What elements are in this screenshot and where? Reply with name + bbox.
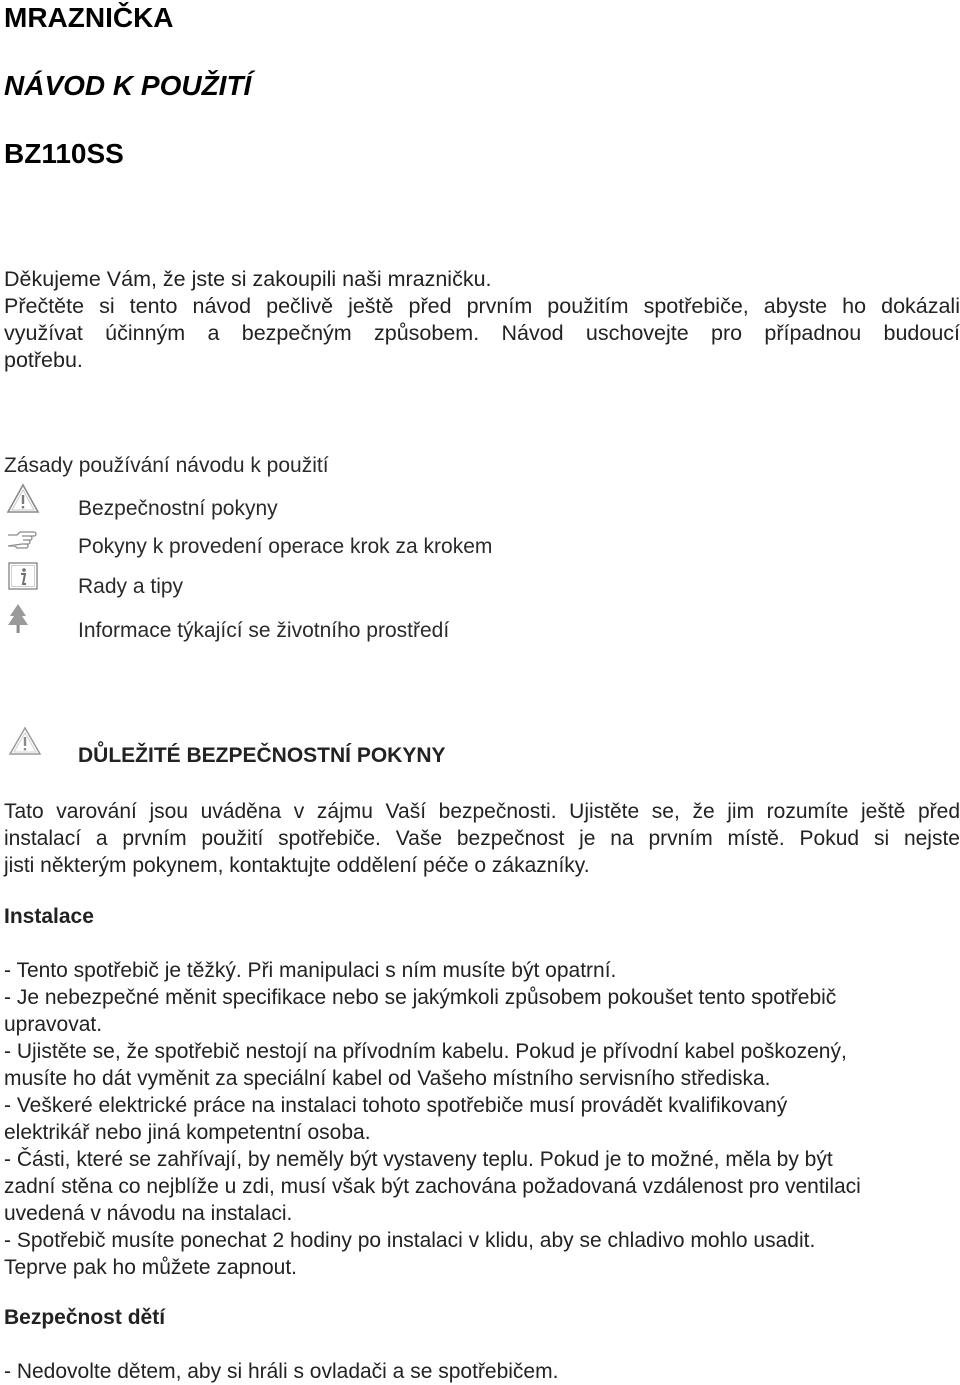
intro-paragraph: [4, 266, 960, 374]
installation-line: upravovat.: [4, 1013, 103, 1036]
installation-line: - Části, které se zahřívají, by neměly být vystaveny teplu. Pokud je to možné, měla by být: [4, 1148, 833, 1171]
installation-line: elektrikář nebo jiná kompetentní osoba.: [4, 1121, 371, 1144]
pointing-hand-icon: [6, 524, 40, 558]
child-safety-heading: Bezpečnost dětí: [4, 1306, 166, 1329]
tree-icon: [6, 602, 40, 636]
intro-line: využívat účinným a bezpečným způsobem. Návod uschovejte pro případnou budoucí: [4, 321, 960, 345]
installation-line: musíte ho dát vyměnit za speciální kabel od Vašeho místního servisního střediska.: [4, 1067, 771, 1090]
installation-line: - Tento spotřebič je těžký. Při manipulaci s ním musíte být opatrní.: [4, 959, 617, 982]
legend-title: Zásady používání návodu k použití: [4, 454, 329, 477]
child-safety-list: [4, 1358, 960, 1385]
legend-label: Bezpečnostní pokyny: [78, 497, 278, 520]
warning-triangle-icon: [8, 726, 42, 756]
intro-line: potřebu.: [4, 348, 83, 372]
safety-paragraph: [4, 798, 960, 879]
installation-line: uvedená v návodu na instalaci.: [4, 1202, 293, 1225]
safety-line: Tato varování jsou uváděna v zájmu Vaší bezpečnosti. Ujistěte se, že jim rozumíte ještě před: [4, 800, 960, 823]
installation-line: - Je nebezpečné měnit specifikace nebo se jakýmkoli způsobem pokoušet tento spotřebič: [4, 986, 837, 1009]
intro-line: Děkujeme Vám, že jste si zakoupili naši mrazničku.: [4, 267, 492, 291]
model-number: BZ110SS: [4, 138, 124, 169]
installation-line: - Veškeré elektrické práce na instalaci tohoto spotřebiče musí provádět kvalifikovaný: [4, 1094, 788, 1117]
safety-heading: DŮLEŽITÉ BEZPEČNOSTNÍ POKYNY: [78, 744, 446, 767]
document-title: MRAZNIČKA: [4, 2, 174, 33]
child-safety-line: - Nedovolte dětem, aby si hráli s ovladači a se spotřebičem.: [4, 1360, 559, 1383]
installation-line: - Ujistěte se, že spotřebič nestojí na přívodním kabelu. Pokud je přívodní kabel poškozený,: [4, 1040, 847, 1063]
legend-label: Pokyny k provedení operace krok za krokem: [78, 535, 493, 558]
installation-list: [4, 957, 960, 1281]
info-icon: [6, 560, 40, 594]
installation-line: Teprve pak ho můžete zapnout.: [4, 1256, 298, 1279]
intro-line: Přečtěte si tento návod pečlivě ještě před prvním použitím spotřebiče, abyste ho dokázali: [4, 294, 960, 318]
safety-line: instalací a prvním použití spotřebiče. Vaše bezpečnost je na prvním místě. Pokud si nejste: [4, 827, 960, 850]
legend-label: Rady a tipy: [78, 575, 184, 598]
installation-line: - Spotřebič musíte ponechat 2 hodiny po instalaci v klidu, aby se chladivo mohlo usadit.: [4, 1229, 816, 1252]
legend-label: Informace týkající se životního prostředí: [78, 619, 450, 642]
installation-heading: Instalace: [4, 905, 94, 928]
document-subtitle: NÁVOD K POUŽITÍ: [4, 70, 252, 101]
safety-line: jisti některým pokynem, kontaktujte oddělení péče o zákazníky.: [4, 854, 590, 877]
warning-triangle-icon: [6, 482, 40, 516]
installation-line: zadní stěna co nejblíže u zdi, musí však být zachována požadovaná vzdálenost pro ventilaci: [4, 1175, 861, 1198]
